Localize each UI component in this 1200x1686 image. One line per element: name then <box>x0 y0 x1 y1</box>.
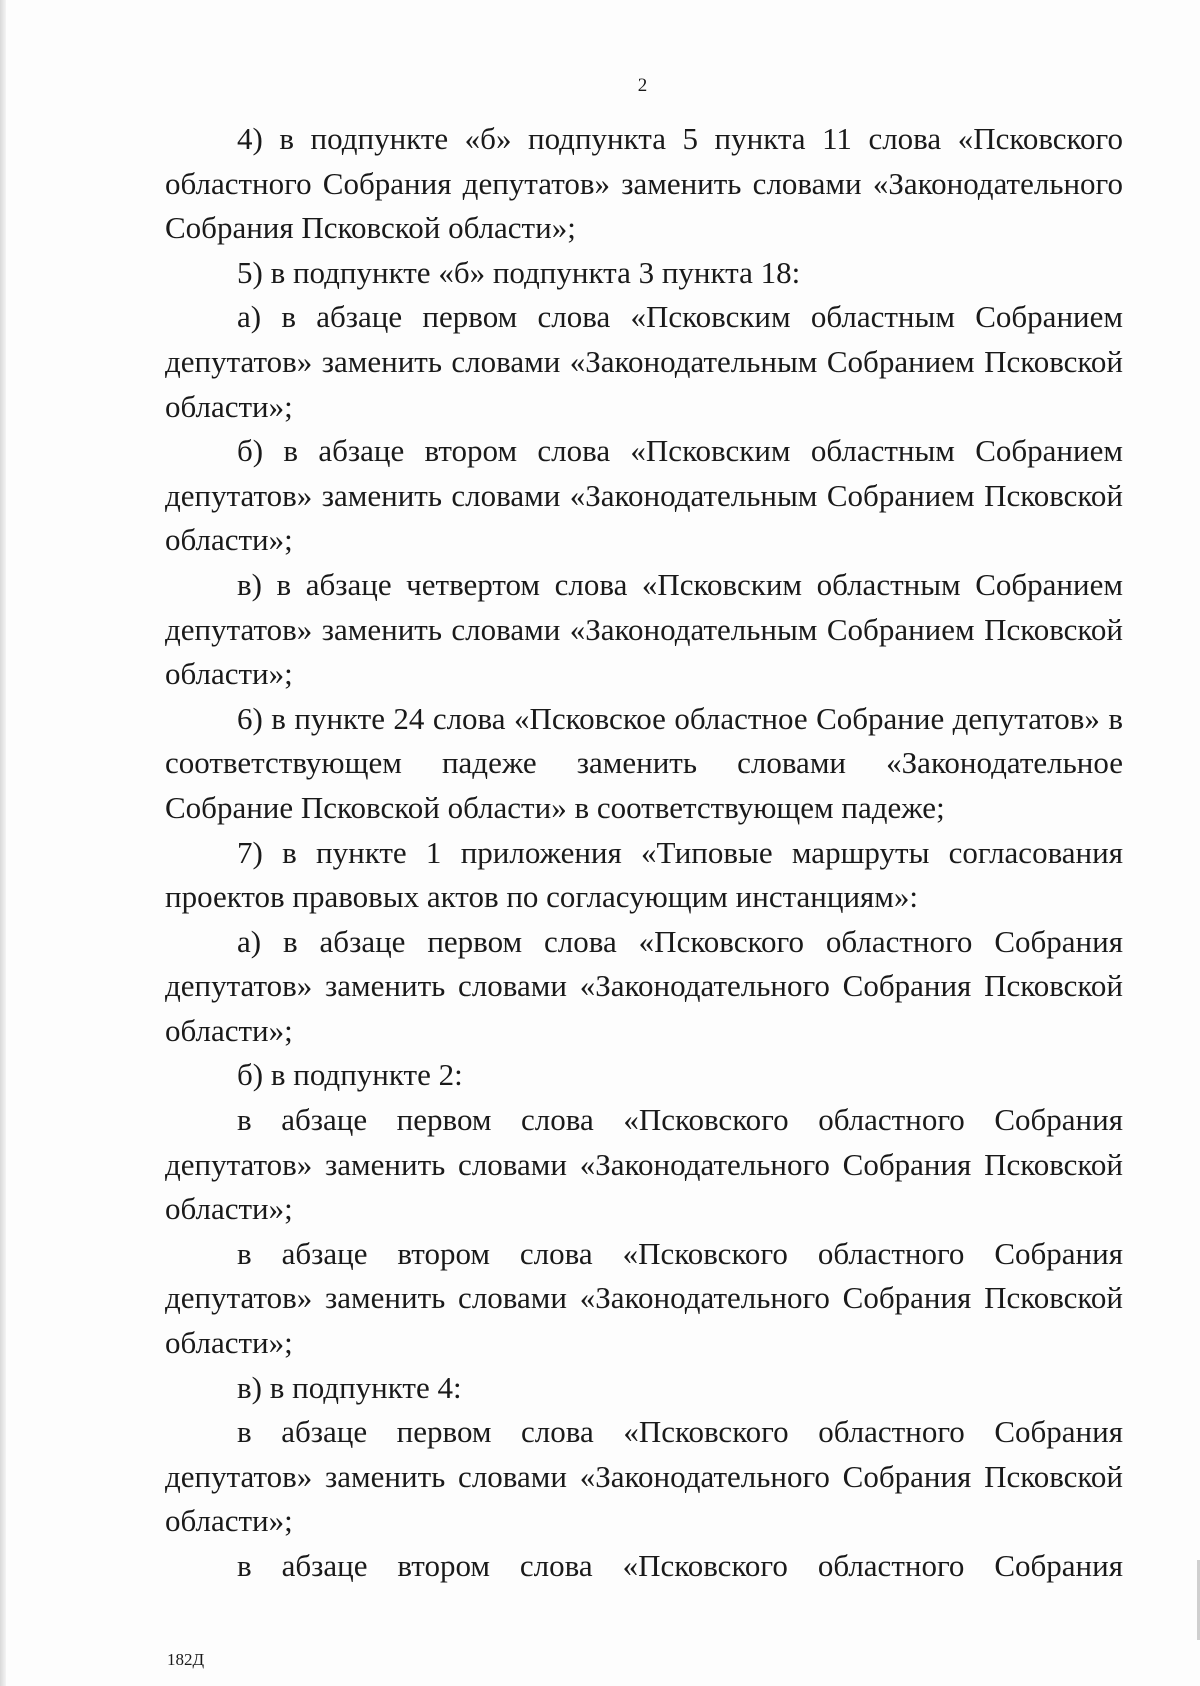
paragraph-item-5v: в) в абзаце четвертом слова «Псковским областным Собранием депутатов» заменить словами «Законодательным Собранием Псковской области»; <box>165 566 1123 692</box>
paragraph-item-6: 6) в пункте 24 слова «Псковское областное Собрание депутатов» в соответствующем падеже заменить словами «Законодательное Собрание Псковской области» в соответствующем падеже; <box>165 700 1123 825</box>
document-footer-code: 182Д <box>167 1650 205 1669</box>
document-body <box>165 117 1123 1589</box>
paragraph-item-7a: а) в абзаце первом слова «Псковского областного Собрания депутатов» заменить словами «Законодательного Собрания Псковской области»; <box>165 923 1123 1048</box>
paragraph-item-5a: а) в абзаце первом слова «Псковским областным Собранием депутатов» заменить словами «Законодательным Собранием Псковской области»; <box>165 299 1123 424</box>
paragraph-item-7v-second: в абзаце втором слова «Псковского областного Собрания <box>237 1548 1123 1583</box>
paragraph-item-7v: в) в подпункте 4: <box>237 1369 462 1405</box>
scan-left-edge <box>0 0 6 1686</box>
paragraph-item-5: 5) в подпункте «б» подпункта 3 пункта 18: <box>237 254 801 290</box>
paragraph-item-4: 4) в подпункте «б» подпункта 5 пункта 11 слова «Псковского областного Собрания депутатов» заменить словами «Законодательного Собрания Псковской области»; <box>165 121 1123 246</box>
paragraph-item-7v-first: в абзаце первом слова «Псковского областного Собрания депутатов» заменить словами «Законодательного Собрания Псковской области»; <box>165 1414 1123 1539</box>
paragraph-item-5b: б) в абзаце втором слова «Псковским областным Собранием депутатов» заменить словами «Законодательным Собранием Псковской области»; <box>165 433 1123 558</box>
page-number: 2 <box>637 75 648 96</box>
paragraph-item-7: 7) в пункте 1 приложения «Типовые маршруты согласования проектов правовых актов по согласующим инстанциям»: <box>165 834 1123 915</box>
paragraph-item-7b-second: в абзаце втором слова «Псковского областного Собрания депутатов» заменить словами «Законодательного Собрания Псковской области»; <box>165 1235 1123 1361</box>
paragraph-item-7b: б) в подпункте 2: <box>237 1057 463 1093</box>
paragraph-item-7b-first: в абзаце первом слова «Псковского областного Собрания депутатов» заменить словами «Законодательного Собрания Псковской области»; <box>165 1102 1123 1227</box>
